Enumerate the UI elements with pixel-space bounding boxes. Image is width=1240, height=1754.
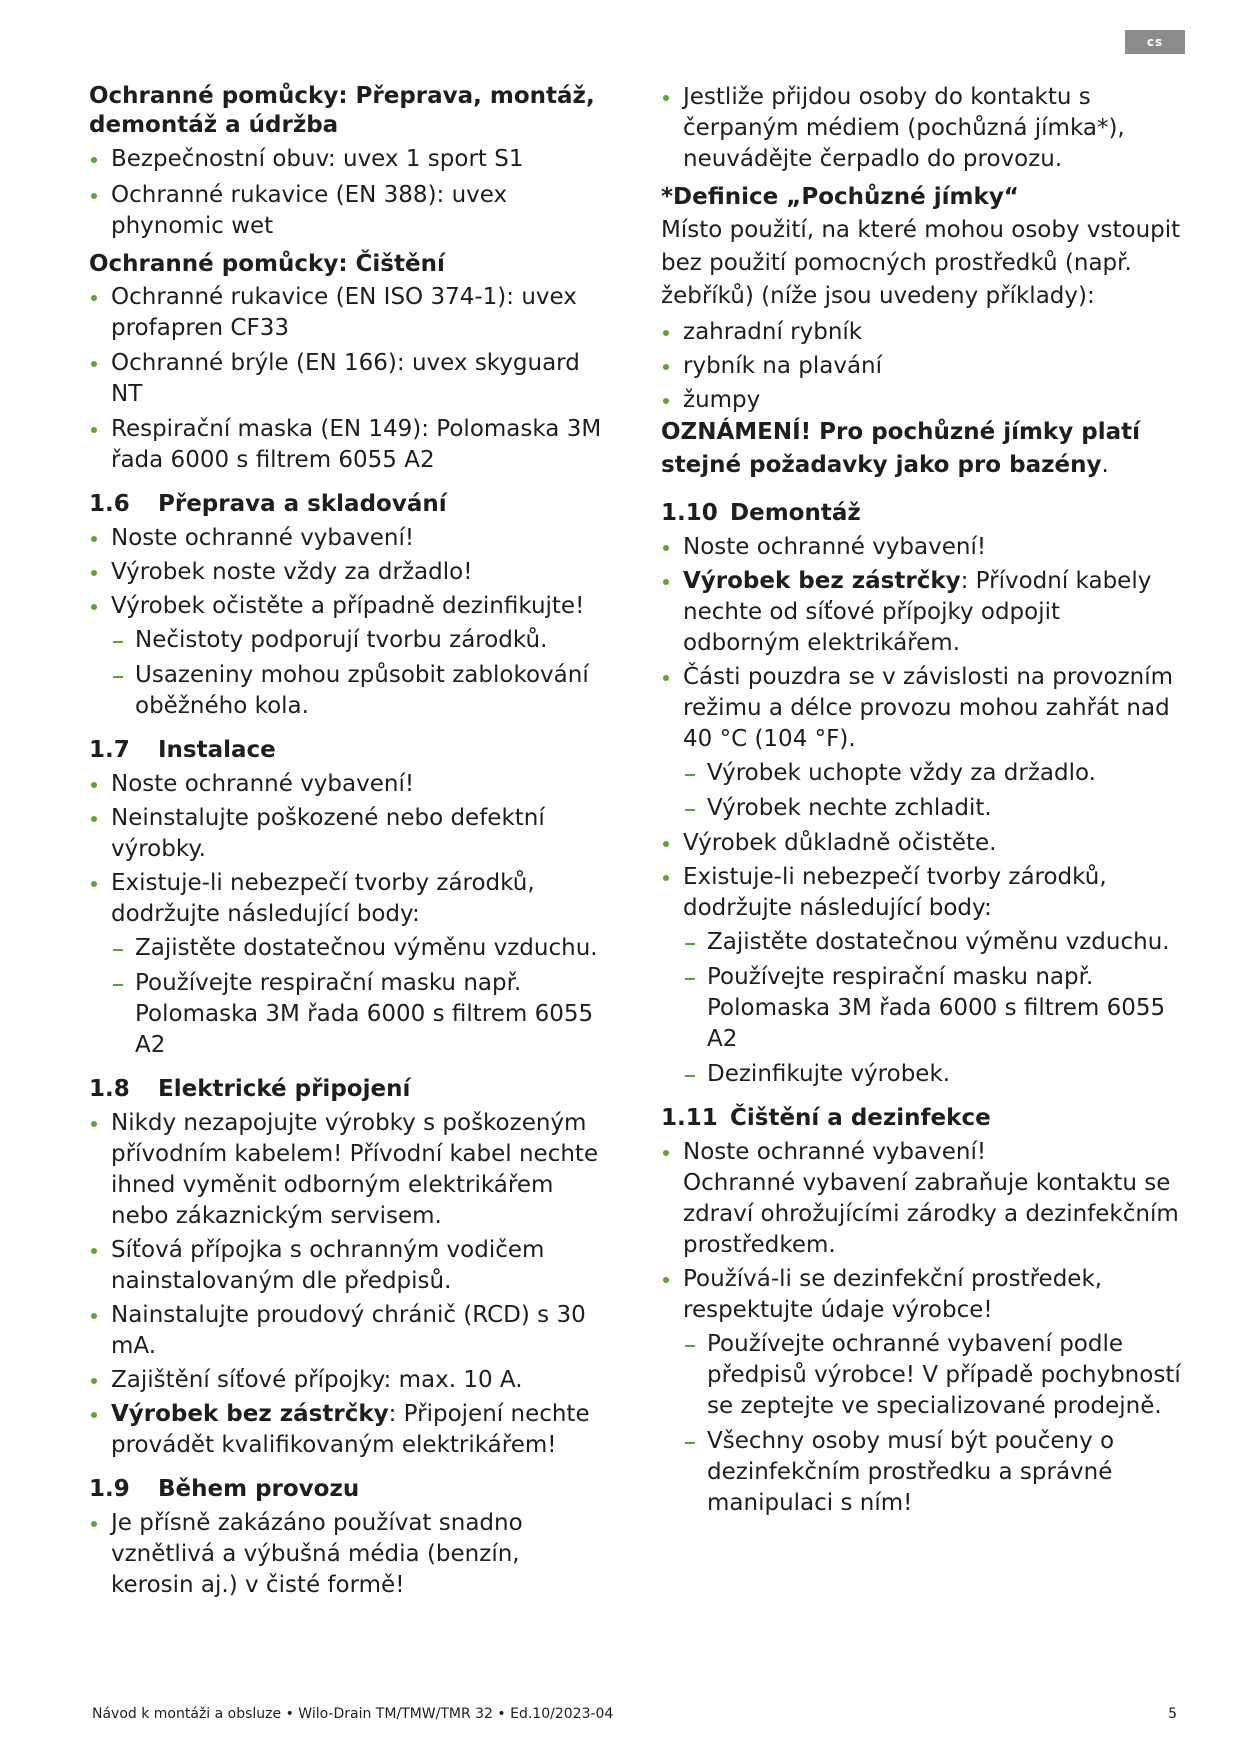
list-item: Používá-li se dezinfekční prostředek, respektujte údaje výrobce! bbox=[661, 1264, 1181, 1326]
list-item: Ochranné brýle (EN 166): uvex skyguard NT bbox=[89, 348, 609, 410]
section-heading-1-9: 1.9 Během provozu bbox=[89, 1476, 360, 1502]
list-item: Zajištění síťové přípojky: max. 10 A. bbox=[89, 1365, 609, 1396]
list-item: Neinstalujte poškozené nebo defektní výrobky. bbox=[89, 803, 609, 865]
definition-text: Místo použití, na které mohou osoby vstoupit bez použití pomocných prostředků (např. žebříků) (níže jsou uvedeny příklady): bbox=[661, 217, 1181, 309]
list-item: Jestliže přijdou osoby do kontaktu s čerpaným médiem (pochůzná jímka*), neuvádějte čerpadlo do provozu. bbox=[661, 82, 1181, 175]
list-item: Existuje-li nebezpečí tvorby zárodků, dodržujte následující body: bbox=[89, 868, 609, 930]
list-item: Síťová přípojka s ochranným vodičem nainstalovaným dle předpisů. bbox=[89, 1235, 609, 1297]
section-1-9-list bbox=[89, 1508, 609, 1601]
list-item: Noste ochranné vybavení! bbox=[89, 769, 609, 800]
list-item: Výrobek bez zástrčky: Přívodní kabely nechte od síťové přípojky odpojit odborným elektrikářem. bbox=[661, 566, 1181, 659]
section-1-9-continued-list bbox=[661, 82, 1181, 175]
list-item: Nikdy nezapojujte výrobky s poškozeným přívodním kabelem! Přívodní kabel nechte ihned vyměnit odborným elektrikářem nebo zákaznickým servisem. bbox=[89, 1108, 609, 1232]
right-column bbox=[661, 82, 1181, 1519]
list-item: Nainstalujte proudový chránič (RCD) s 30 mA. bbox=[89, 1300, 609, 1362]
list-item: Existuje-li nebezpečí tvorby zárodků, dodržujte následující body: bbox=[661, 862, 1181, 924]
section-heading-1-6: 1.6 Přeprava a skladování bbox=[89, 491, 447, 517]
list-item: Noste ochranné vybavení! bbox=[89, 523, 609, 554]
list-item: Výrobek noste vždy za držadlo! bbox=[89, 557, 609, 588]
list-item: Noste ochranné vybavení! bbox=[661, 532, 1181, 563]
left-column bbox=[89, 82, 609, 1601]
section-1-10-list bbox=[661, 532, 1181, 1090]
section-1-6-list bbox=[89, 523, 609, 722]
list-item: rybník na plavání bbox=[661, 351, 1181, 382]
list-item: Noste ochranné vybavení! Ochranné vybavení zabraňuje kontaktu se zdraví ohrožujícími zárodky a dezinfekčním prostředkem. bbox=[661, 1137, 1181, 1261]
ppe-cleaning-list bbox=[89, 282, 609, 476]
section-1-7-list bbox=[89, 769, 609, 1061]
ppe-cleaning-heading: Ochranné pomůcky: Čištění bbox=[89, 251, 445, 277]
section-1-11-list bbox=[661, 1137, 1181, 1519]
sub-list-item: Dezinfikujte výrobek. bbox=[661, 1059, 1181, 1090]
list-item: Je přísně zakázáno používat snadno vznětlivá a výbušná média (benzín, kerosin aj.) v čisté formě! bbox=[89, 1508, 609, 1601]
list-item: Respirační maska (EN 149): Polomaska 3M řada 6000 s filtrem 6055 A2 bbox=[89, 414, 609, 476]
section-heading-1-10: 1.10 Demontáž bbox=[661, 500, 861, 526]
section-heading-1-7: 1.7 Instalace bbox=[89, 737, 276, 763]
sub-list-item: Usazeniny mohou způsobit zablokování oběžného kola. bbox=[89, 660, 609, 722]
notice-text: OZNÁMENÍ! Pro pochůzné jímky platí stejné požadavky jako pro bazény. bbox=[661, 419, 1140, 478]
ppe-transport-list bbox=[89, 144, 609, 242]
sub-list-item: Všechny osoby musí být poučeny o dezinfekčním prostředku a správné manipulaci s ním! bbox=[661, 1426, 1181, 1519]
sub-list-item: Zajistěte dostatečnou výměnu vzduchu. bbox=[89, 933, 609, 964]
list-item: Ochranné rukavice (EN 388): uvex phynomic wet bbox=[89, 180, 609, 242]
list-item: Ochranné rukavice (EN ISO 374-1): uvex profapren CF33 bbox=[89, 282, 609, 344]
list-item: Části pouzdra se v závislosti na provozním režimu a délce provozu mohou zahřát nad 40 °C (104 °F). bbox=[661, 662, 1181, 755]
sub-list-item: Používejte respirační masku např. Polomaska 3M řada 6000 s filtrem 6055 A2 bbox=[661, 962, 1181, 1055]
definition-examples-list bbox=[661, 317, 1181, 416]
list-item: zahradní rybník bbox=[661, 317, 1181, 348]
section-1-8-list bbox=[89, 1108, 609, 1461]
list-item: Výrobek očistěte a případně dezinfikujte! bbox=[89, 591, 609, 622]
list-item: Výrobek důkladně očistěte. bbox=[661, 828, 1181, 859]
list-item: Bezpečnostní obuv: uvex 1 sport S1 bbox=[89, 144, 609, 175]
section-heading-1-8: 1.8 Elektrické připojení bbox=[89, 1076, 411, 1102]
sub-list-item: Zajistěte dostatečnou výměnu vzduchu. bbox=[661, 927, 1181, 958]
section-heading-1-11: 1.11 Čištění a dezinfekce bbox=[661, 1105, 991, 1131]
sub-list-item: Používejte ochranné vybavení podle předpisů výrobce! V případě pochybností se zeptejte ve specializované prodejně. bbox=[661, 1329, 1181, 1422]
page-number: 5 bbox=[1168, 1706, 1177, 1722]
ppe-transport-heading: Ochranné pomůcky: Přeprava, montáž, demontáž a údržba bbox=[89, 83, 595, 138]
sub-list-item: Výrobek uchopte vždy za držadlo. bbox=[661, 758, 1181, 789]
list-item: Výrobek bez zástrčky: Připojení nechte provádět kvalifikovaným elektrikářem! bbox=[89, 1399, 609, 1461]
sub-list-item: Nečistoty podporují tvorbu zárodků. bbox=[89, 625, 609, 656]
definition-heading: *Definice „Pochůzné jímky“ bbox=[661, 184, 1019, 210]
sub-list-item: Výrobek nechte zchladit. bbox=[661, 793, 1181, 824]
list-item: žumpy bbox=[661, 385, 1181, 416]
language-badge: cs bbox=[1125, 30, 1185, 54]
page-footer: Návod k montáži a obsluze • Wilo-Drain TM/TMW/TMR 32 • Ed.10/2023-04 bbox=[92, 1706, 614, 1722]
sub-list-item: Používejte respirační masku např. Polomaska 3M řada 6000 s filtrem 6055 A2 bbox=[89, 968, 609, 1061]
